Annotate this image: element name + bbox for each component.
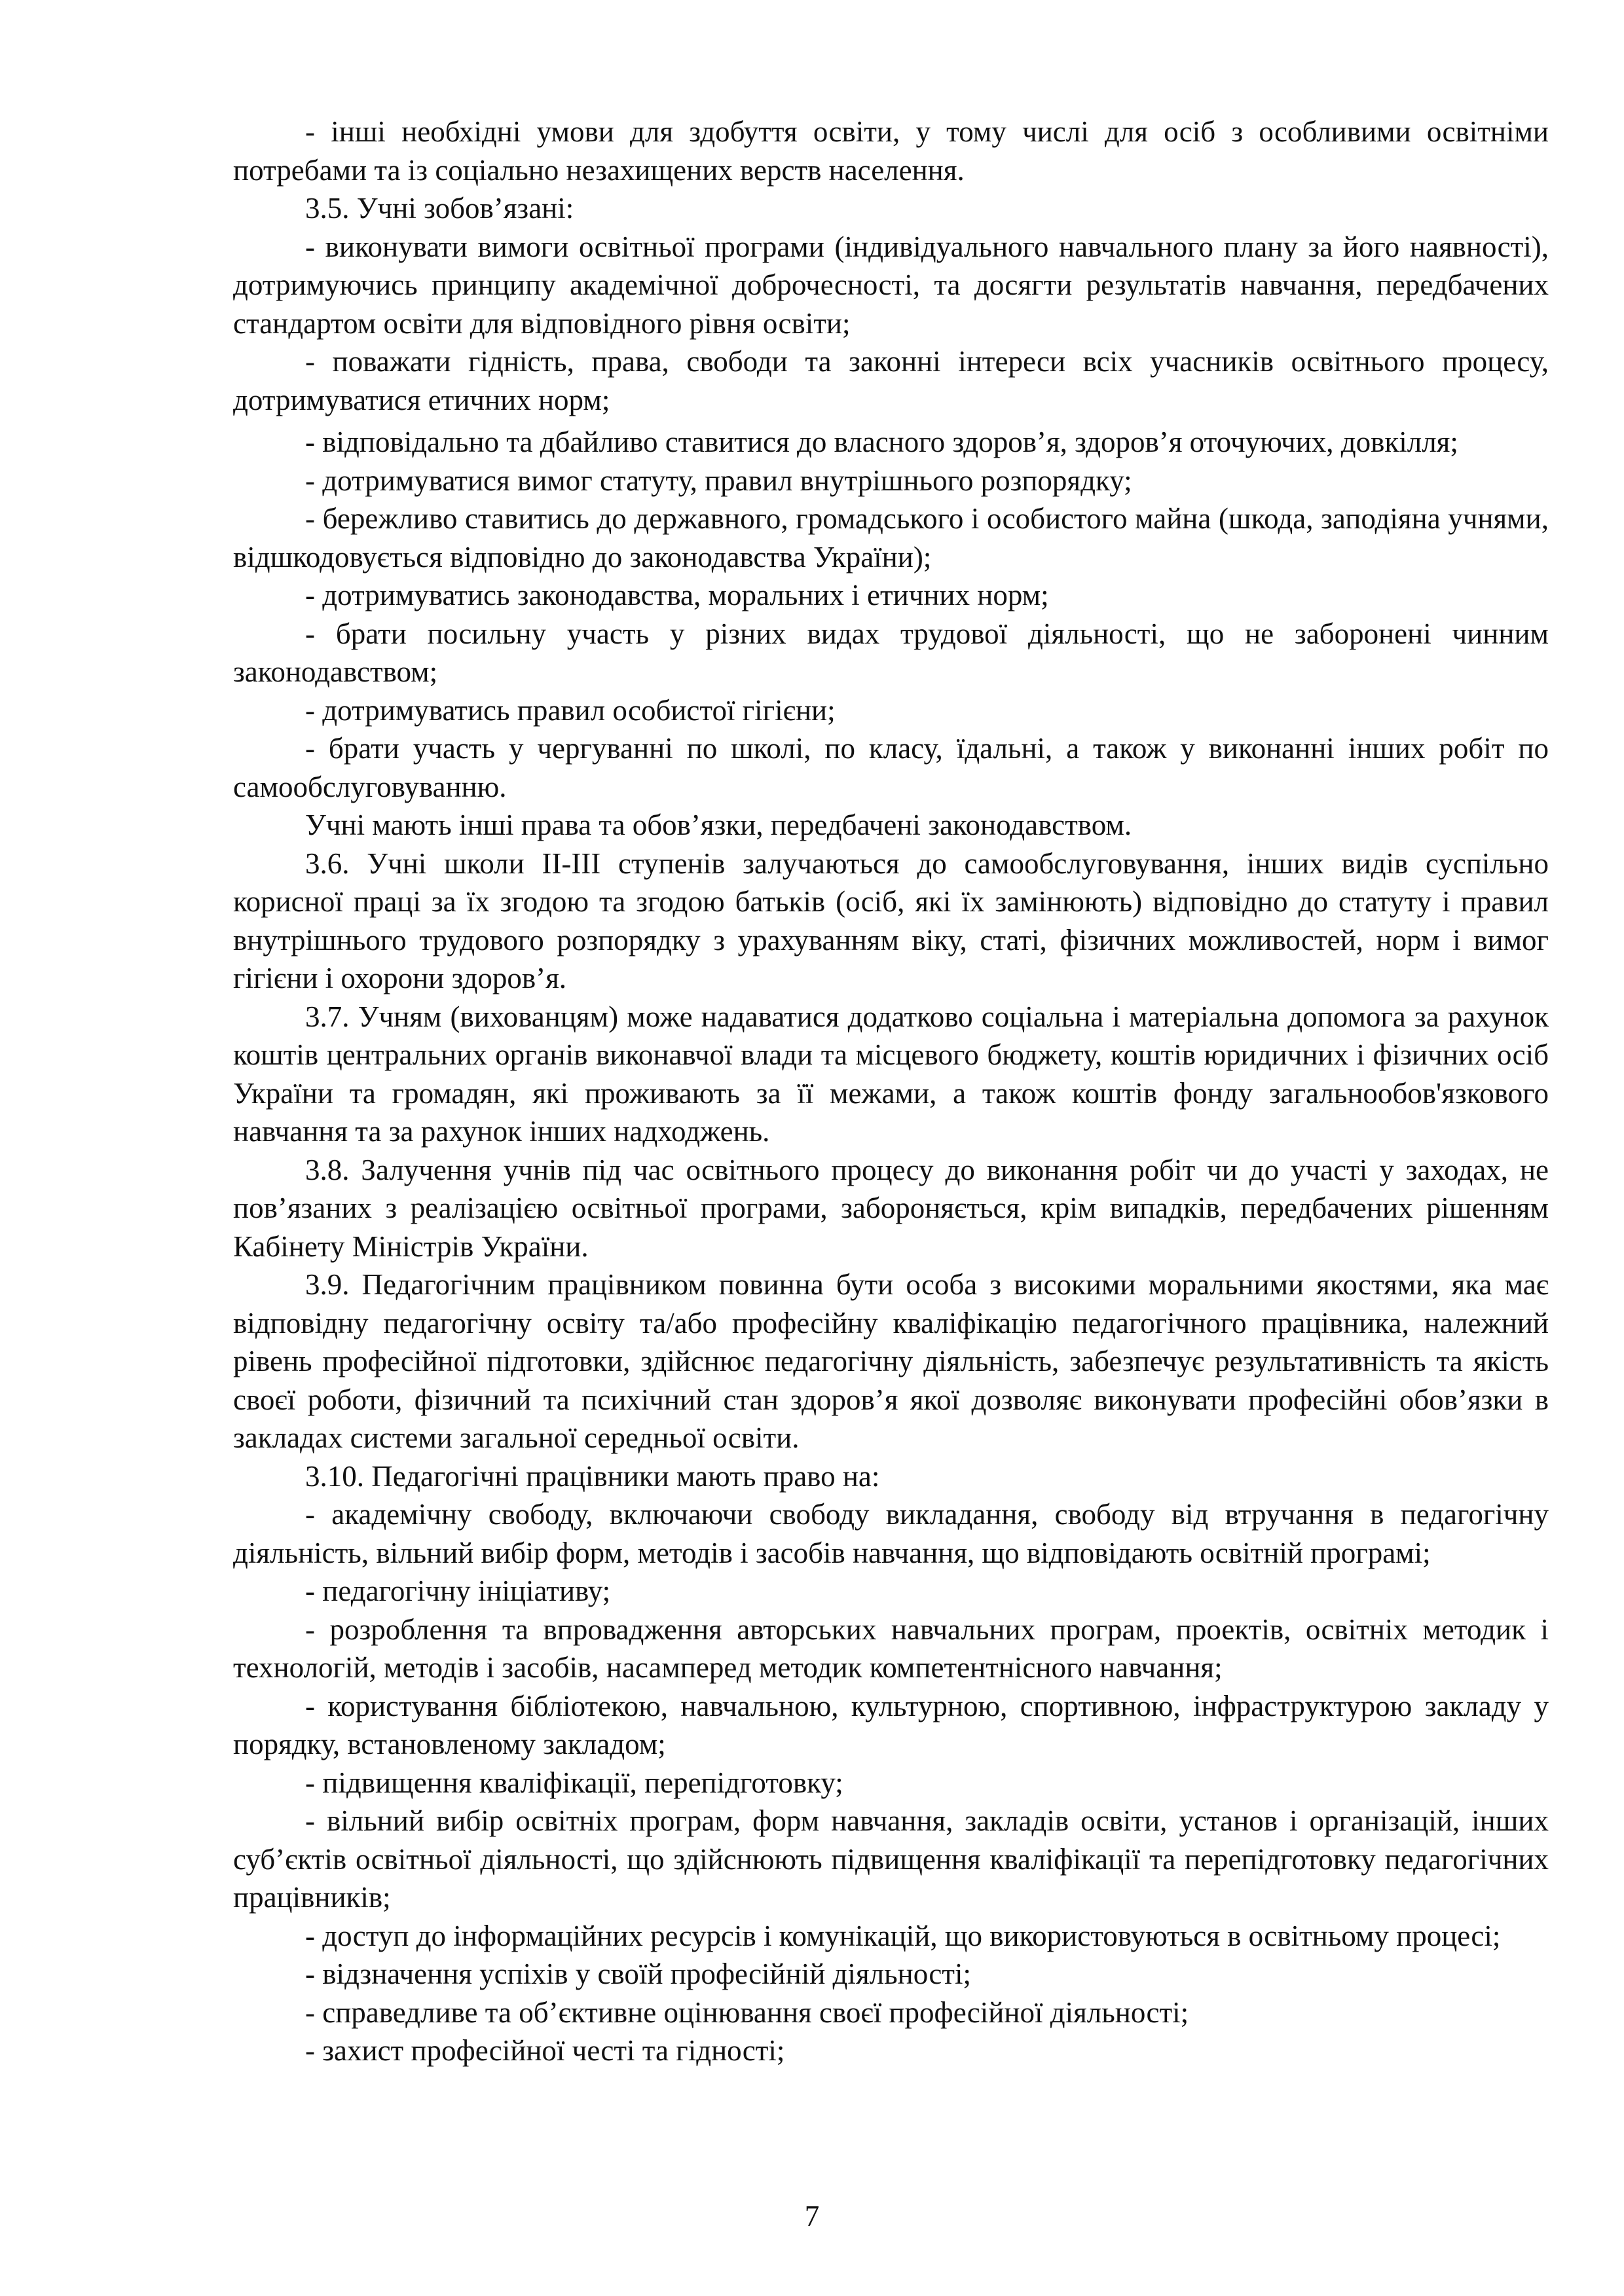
paragraph: Учні мають інші права та обов’язки, передбачені законодавством. (305, 809, 1132, 841)
paragraph: - підвищення кваліфікації, перепідготовку; (305, 1766, 843, 1799)
section-3-7: 3.7. Учням (вихованцям) може надаватися додатково соціальна і матеріальна допомога за рахунок коштів центральних органів виконавчої влади та місцевого бюджету, коштів юридичних і фізичних осіб України та громадян, які проживають за її межами, а також коштів фонду загальнообов'язкового навчання та за рахунок інших надходжень. (233, 1000, 1549, 1148)
paragraph: - поважати гідність, права, свободи та законні інтереси всіх учасників освітнього процесу, дотримуватися етичних норм; (233, 345, 1549, 416)
page-number: 7 (804, 2200, 820, 2232)
paragraph: - дотримуватись правил особистої гігієни; (305, 693, 836, 727)
paragraph: - вільний вибір освітніх програм, форм навчання, закладів освіти, установ і організацій, інших суб’єктів освітньої діяльності, що здійснюють підвищення кваліфікації та перепідготовку педагогічних працівників; (233, 1804, 1549, 1914)
paragraph: - дотримуватися вимог статуту, правил внутрішнього розпорядку; (305, 464, 1132, 497)
paragraph: - академічну свободу, включаючи свободу викладання, свободу від втручання в педагогічну діяльність, вільний вибір форм, методів і засобів навчання, що відповідають освітній програмі; (233, 1498, 1549, 1569)
document-body (233, 113, 1549, 2070)
paragraph: - бережливо ставитись до державного, громадського і особистого майна (шкода, заподіяна учнями, відшкодовується відповідно до законодавства України); (233, 502, 1549, 574)
paragraph: - дотримуватись законодавства, моральних і етичних норм; (305, 579, 1049, 611)
paragraph: - педагогічну ініціативу; (305, 1575, 611, 1607)
paragraph: - справедливе та об’єктивне оцінювання своєї професійної діяльності; (305, 1995, 1189, 2029)
paragraph: - брати посильну участь у різних видах трудової діяльності, що не заборонені чинним законодавством; (233, 617, 1549, 688)
section-3-6: 3.6. Учні школи ІІ-ІІІ ступенів залучаються до самообслуговування, інших видів суспільно корисної праці за їх згодою та згодою батьків (осіб, які їх замінюють) відповідно до статуту і правил внутрішнього трудового розпорядку з урахуванням віку, статі, фізичних можливостей, норм і вимог гігієни і охорони здоров’я. (233, 847, 1549, 994)
paragraph: - розроблення та впровадження авторських навчальних програм, проектів, освітніх методик і технологій, методів і засобів, насамперед методик компетентнісного навчання; (233, 1613, 1549, 1684)
section-heading-3-5: 3.5. Учні зобов’язані: (305, 192, 574, 225)
paragraph: - користування бібліотекою, навчальною, культурною, спортивною, інфраструктурою закладу у порядку, встановленому закладом; (233, 1689, 1549, 1760)
section-heading-3-10: 3.10. Педагогічні працівники мають право на: (305, 1459, 880, 1493)
paragraph: - доступ до інформаційних ресурсів і комунікацій, що використовуються в освітньому процесі; (305, 1919, 1501, 1952)
paragraph: - захист професійної честі та гідності; (305, 2034, 785, 2067)
paragraph: - відзначення успіхів у своїй професійній діяльності; (305, 1958, 971, 1990)
paragraph: - відповідально та дбайливо ставитися до власного здоров’я, здоров’я оточуючих, довкілля; (305, 426, 1458, 458)
paragraph: - брати участь у чергуванні по школі, по класу, їдальні, а також у виконанні інших робіт по самообслуговуванню. (233, 732, 1549, 803)
section-3-9: 3.9. Педагогічним працівником повинна бути особа з високими моральними якостями, яка має відповідну педагогічну освіту та/або професійну кваліфікацію педагогічного працівника, належний рівень професійної підготовки, здійснює педагогічну діяльність, забезпечує результативність та якість своєї роботи, фізичний та психічний стан здоров’я якої дозволяє виконувати професійні обов’язки в закладах системи загальної середньої освіти. (233, 1268, 1549, 1454)
paragraph: - інші необхідні умови для здобуття освіти, у тому числі для осіб з особливими освітніми потребами та із соціально незахищених верств населення. (233, 115, 1549, 187)
section-3-8: 3.8. Залучення учнів під час освітнього процесу до виконання робіт чи до участі у заходах, не пов’язаних з реалізацією освітньої програми, забороняється, крім випадків, передбачених рішенням Кабінету Міністрів України. (233, 1153, 1549, 1263)
paragraph: - виконувати вимоги освітньої програми (індивідуального навчального плану за його наявності), дотримуючись принципу академічної доброчесності, та досягти результатів навчання, передбачених стандартом освіти для відповідного рівня освіти; (233, 230, 1549, 340)
